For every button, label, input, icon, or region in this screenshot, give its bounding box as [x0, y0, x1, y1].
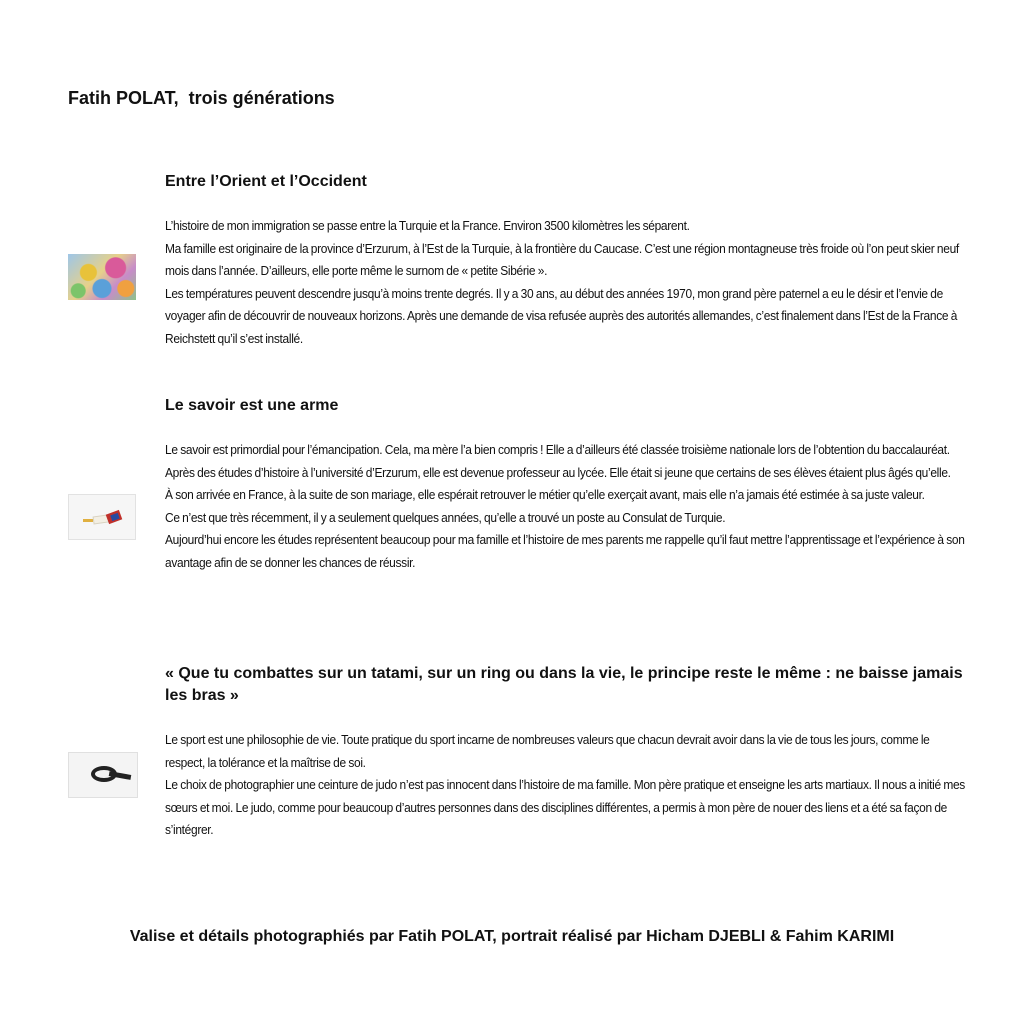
- paragraph: Ma famille est originaire de la province d’Erzurum, à l’Est de la Turquie, à la frontière du Caucase. C’est une région montagneuse très froide où l’on peut skier neuf mois dans l’année. D’ailleurs, elle porte même le surnom de « petite Sibérie ».: [165, 240, 959, 278]
- section-sport: [165, 663, 965, 842]
- section-savoir: [165, 395, 965, 574]
- photo-credits: Valise et détails photographiés par Fatih POLAT, portrait réalisé par Hicham DJEBLI & Fahim KARIMI: [129, 928, 895, 945]
- page-title: Fatih POLAT, trois générations: [68, 88, 335, 108]
- paragraph: Le choix de photographier une ceinture de judo n’est pas innocent dans l’histoire de ma famille. Mon père pratique et enseigne les arts martiaux. Il nous a initié mes sœurs et moi. Le judo, comme pour beaucoup d’autres personnes dans des disciplines différentes, a permis à mon père de nouer des liens et a été sa façon de s’intégrer.: [165, 777, 965, 837]
- paragraph: Le sport est une philosophie de vie. Toute pratique du sport incarne de nombreuses valeurs que chacun devrait avoir dans la vie de tous les jours, comme le respect, la tolérance et la maîtrise de soi.: [165, 732, 930, 770]
- section-body: [165, 729, 965, 842]
- paragraph: L’histoire de mon immigration se passe entre la Turquie et la France. Environ 3500 kilomètres les séparent.: [165, 218, 690, 233]
- books-thumbnail-image: [68, 494, 136, 540]
- section-body: [165, 215, 965, 350]
- section-body: [165, 439, 965, 574]
- section-heading: « Que tu combattes sur un tatami, sur un ring ou dans la vie, le principe reste le même : ne baisse jamais les bras »: [165, 665, 963, 704]
- paragraph: Les températures peuvent descendre jusqu’à moins trente degrés. Il y a 30 ans, au début des années 1970, mon grand père paternel a eu le désir et l’envie de voyager afin de découvrir de nouveaux horizons. Après une demande de visa refusée auprès des autorités allemandes, c’est finalement dans l’Est de la France à Reichstett qu’il s’est installé.: [165, 285, 958, 346]
- section-heading: Le savoir est une arme: [165, 397, 339, 414]
- section-heading: Entre l’Orient et l’Occident: [165, 173, 367, 190]
- paragraph: À son arrivée en France, à la suite de son mariage, elle espérait retrouver le métier qu’elle exerçait avant, mais elle n’a jamais été estimée à sa juste valeur.: [165, 487, 925, 502]
- paragraph: Le savoir est primordial pour l’émancipation. Cela, ma mère l’a bien compris ! Elle a d’ailleurs été classée troisième nationale lors de l’obtention du baccalauréat. Après des études d’histoire à l’université d’Erzurum, elle est devenue professeur au lycée. Elle était si jeune que certains de ses élèves étaient plus âgés qu’elle.: [165, 442, 951, 480]
- section-orient-occident: [165, 171, 965, 350]
- paragraph: Aujourd’hui encore les études représentent beaucoup pour ma famille et l’histoire de mes parents me rappelle qu’il faut mettre l’apprentissage et l’expérience à son avantage afin de se donner les chances de réussir.: [165, 532, 965, 570]
- map-thumbnail-image: [68, 254, 136, 300]
- paragraph: Ce n’est que très récemment, il y a seulement quelques années, qu’elle a trouvé un poste au Consulat de Turquie.: [165, 509, 726, 525]
- judo-belt-thumbnail-image: [68, 752, 138, 798]
